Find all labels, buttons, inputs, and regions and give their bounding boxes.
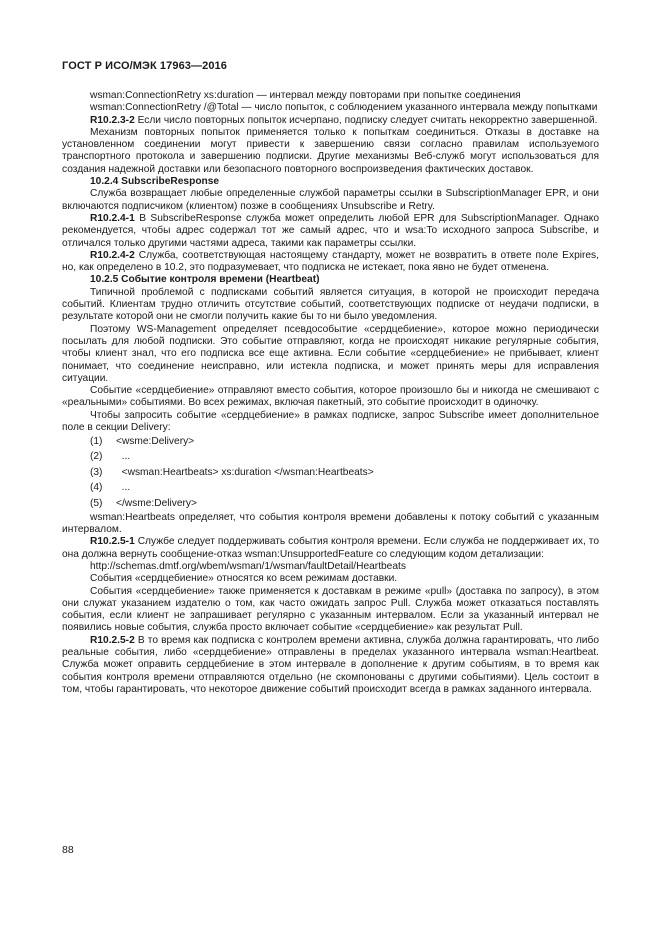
requirement-id: R10.2.5-2 [90,634,135,646]
paragraph [62,324,599,385]
paragraph [62,586,599,635]
code-listing [62,434,599,512]
paragraph [62,90,599,102]
paragraph-text: Если число повторных попыток исчерпано, подписку следует считать некорректно завершенной. [134,114,598,126]
code-line [90,465,599,481]
code-line-number: (2) [90,451,103,463]
code-line-text: ... [116,451,131,463]
paragraph [62,127,599,176]
code-line [90,481,599,497]
code-line-number: (5) [90,497,103,509]
code-line-number: (4) [90,482,103,494]
paragraph-text: В то время как подписка с контролем времени активна, служба должна гарантировать, что либо реальные события, либо «сердцебиение» отправлены в пределах указанного интервала wsman:Heartbeat. Служба может оправить сердцебиение в этом интервале в дополнение к другим событиям, в то время как события контроля времени отправляются отдельно (не скомпонованы с другими событиями). Цель состоит в том, чтобы гарантировать, что некоторое движение событий происходит всегда в рамках заданного интервала. [62,634,599,695]
code-line-text: <wsman:Heartbeats> xs:duration </wsman:Heartbeats> [116,466,374,478]
paragraph-text: wsman:ConnectionRetry xs:duration — интервал между повторами при попытке соединения [90,90,521,101]
code-line [90,434,599,450]
requirement-id: R10.2.5-1 [90,536,135,548]
requirement-id: R10.2.3-2 [90,114,135,126]
code-line [90,450,599,466]
code-line [90,496,599,512]
requirement-id: R10.2.4-1 [90,212,135,224]
paragraph-text: Службе следует поддерживать события контроля времени. Если служба не поддерживает их, то она должна вернуть сообщение-отказ wsman:UnsupportedFeature со следующим кодом детализации: [62,536,599,560]
page-header: ГОСТ Р ИСО/МЭК 17963—2016 [62,60,227,72]
page-body [62,90,599,696]
paragraph-text: wsman:ConnectionRetry /@Total — число попыток, с соблюдением указанного интервала между попытками [90,102,598,114]
code-line-text: ... [116,482,131,494]
code-line-text: <wsme:Delivery> [116,435,195,447]
code-line-number: (1) [90,435,103,447]
paragraph [62,561,599,573]
code-line-text: </wsme:Delivery> [116,497,197,509]
requirement-paragraph [62,213,599,250]
paragraph-text: Чтобы запросить событие «сердцебиение» в рамках подписке, запрос Subscribe имеет дополнительное поле в секции Delivery: [62,409,599,434]
paragraph-text: Событие «сердцебиение» отправляют вместо события, которое произошло бы и никогда не смешивают с «реальными» событиями. Во всех режимах, включая пакетный, это событие происходит в одиночку. [62,385,599,409]
paragraph-text: В SubscribeResponse служба может определить любой EPR для SubscriptionManager. Однако рекомендуется, чтобы адрес содержал тот же самый адрес, что и wsa:To исходного запроса Subscribe, и отличался только другими частями адреса, такими как параметры ссылки. [62,212,599,249]
paragraph [62,188,599,213]
page-number: 88 [62,844,74,856]
paragraph [62,410,599,435]
paragraph [62,512,599,537]
paragraph [62,385,599,410]
paragraph [62,102,599,114]
paragraph-text: События «сердцебиение» относятся ко всем режимам доставки. [90,573,398,585]
paragraph-text: Поэтому WS-Management определяет псевдособытие «сердцебиение», которое можно периодически посылать для любой подписки. Это событие отправляют, когда не происходят никакие регулярные события, чтобы клиент знал, что его подписка все еще активна. Если событие «сердцебиение» не прибывает, клиент понимает, что соединение неисправно, или истекла подписка, и может принять меры для исправления ситуации. [62,323,599,384]
requirement-paragraph [62,250,599,275]
paragraph-text: Служба возвращает любые определенные службой параметры ссылки в SubscriptionManager EPR, и они включаются подписчиком (клиентом) позже в сообщениях Unsubscribe и Retry. [62,188,599,212]
paragraph [62,287,599,324]
requirement-paragraph [62,115,599,127]
requirement-paragraph [62,536,599,561]
paragraph [62,573,599,585]
code-line-number: (3) [90,466,103,478]
paragraph-text: Механизм повторных попыток применяется только к попыткам соединиться. Отказы в доставке на установленном соединении могут привести к завершению связи согласно правилам используемого транспортного протокола и завершению подписки. Другие механизмы Веб-служб могут использоваться для создания надежной доставки или безопасного повторного воспроизведения фактических доставок. [62,126,599,175]
paragraph-text: События «сердцебиение» также применяется к доставкам в режиме «pull» (доставка по запросу), в этом они служат указанием издателю о том, как часто ожидать запрос Pull. Служба может отказаться поставлять события, если клиент не запрашивает регулярно с указанным интервалом. Если за указанный интервал не появились новые события, служба просто включает событие «сердцебиение» как результат Pull. [62,585,599,634]
paragraph-text: Служба, соответствующая настоящему стандарту, может не возвратить в ответе поле Expires, но, как определено в 10.2, это подразумевает, что подписка не истекает, пока явно не будет отменена. [62,249,599,274]
requirement-id: R10.2.4-2 [90,249,135,261]
paragraph-text: wsman:Heartbeats определяет, что события контроля времени добавлены к потоку событий с указанным интервалом. [62,511,599,536]
section-heading: 10.2.5 Событие контроля времени (Heartbeat) [90,274,320,286]
paragraph-text: http://schemas.dmtf.org/wbem/wsman/1/wsman/faultDetail/Heartbeats [90,561,406,572]
section-heading: 10.2.4 SubscribeResponse [90,176,220,188]
paragraph-text: Типичной проблемой с подписками событий является ситуация, в которой не происходит передача событий. Клиентам трудно отличить отсутствие событий, соответствующих подписке от неудачи подписки, в результате которой они не смогли получить какие бы то ни было уведомления. [62,286,599,323]
requirement-paragraph [62,635,599,696]
